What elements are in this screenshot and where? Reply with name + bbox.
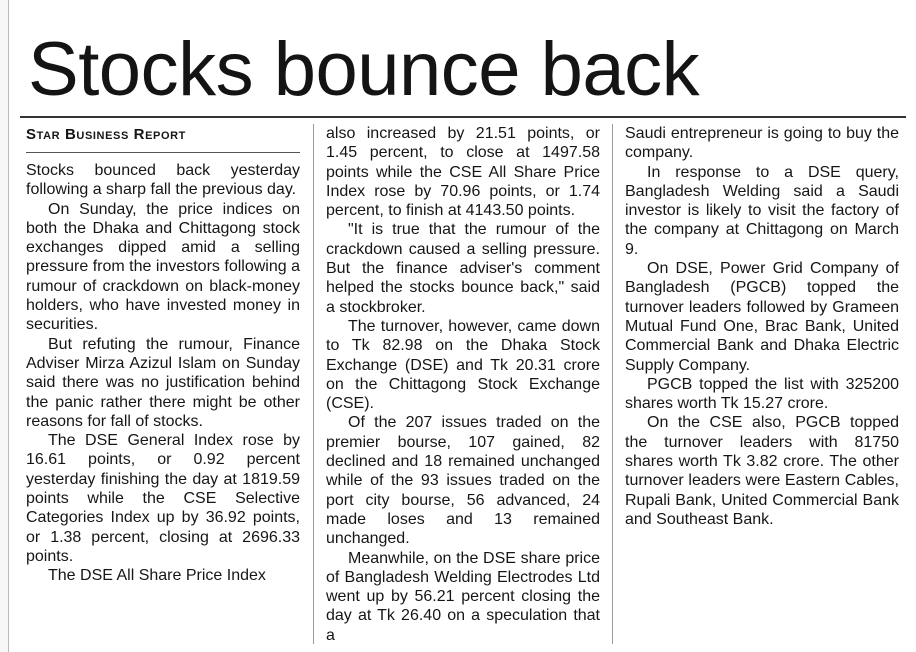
article-paragraph: Stocks bounced back yesterday following a sharp fall the previous day. — [26, 162, 300, 199]
article-paragraph: The DSE General Index rose by 16.61 points, or 0.92 percent yesterday finishing the day at 1819.59 points while the CSE Selective Categories Index up by 36.92 points, or 1.38 percent, closing at 2696.33 points. — [26, 432, 300, 565]
article-column-3 — [625, 124, 899, 529]
article-column-1 — [26, 124, 300, 586]
article-paragraph-continued: also increased by 21.51 points, or 1.45 percent, to close at 1497.58 points while the CSE All Share Price Index rose by 70.96 points, or 1.74 percent, to finish at 4143.50 points. — [326, 125, 600, 220]
article-paragraph: Meanwhile, on the DSE share price of Bangladesh Welding Electrodes Ltd went up by 56.21 percent closing the day at Tk 26.40 on a speculation that a — [326, 549, 600, 644]
article-paragraph: The turnover, however, came down to Tk 82.98 on the Dhaka Stock Exchange (DSE) and Tk 20.31 crore on the Chittagong Stock Exchange (CSE). — [326, 317, 600, 413]
headline: Stocks bounce back — [28, 27, 700, 112]
article-paragraph: In response to a DSE query, Bangladesh Welding said a Saudi investor is likely to visit the factory of the company at Chittagong on March 9. — [625, 163, 899, 258]
article-column-2 — [326, 124, 600, 645]
headline-rule — [20, 116, 906, 118]
article-paragraph: "It is true that the rumour of the crackdown caused a selling pressure. But the finance adviser's comment helped the stocks bounce back," said a stockbroker. — [326, 221, 600, 316]
article-paragraph: On DSE, Power Grid Company of Bangladesh (PGCB) topped the turnover leaders followed by Grameen Mutual Fund One, Brac Bank, United Commercial Bank and Dhaka Electric Supply Company. — [625, 260, 899, 374]
column-divider — [612, 124, 613, 644]
article-paragraph: Of the 207 issues traded on the premier bourse, 107 gained, 82 declined and 18 remained unchanged while of the 93 issues traded on the port city bourse, 56 advanced, 24 made loses and 13 remained unchanged. — [326, 414, 600, 548]
article-paragraph: But refuting the rumour, Finance Adviser Mirza Azizul Islam on Sunday said there was no justification behind the panic rather there might be other reasons for fall of stocks. — [26, 335, 300, 430]
byline: Star Business Report — [26, 124, 300, 153]
article-paragraph: On Sunday, the price indices on both the Dhaka and Chittagong stock exchanges dipped amid a selling pressure from the investors following a rumour of crackdown on black-money holders, who have invested money in securities. — [26, 200, 300, 334]
column-divider — [313, 124, 314, 644]
article-paragraph: On the CSE also, PGCB topped the turnover leaders with 81750 shares worth Tk 3.82 crore. The other turnover leaders were Eastern Cables, Rupali Bank, United Commercial Bank and Southeast Bank. — [625, 414, 899, 528]
adjacent-page-edge — [0, 0, 9, 652]
article-paragraph-continued: Saudi entrepreneur is going to buy the company. — [625, 125, 899, 162]
article-paragraph: The DSE All Share Price Index — [48, 567, 266, 585]
article-paragraph: PGCB topped the list with 325200 shares worth Tk 15.27 crore. — [625, 375, 899, 413]
